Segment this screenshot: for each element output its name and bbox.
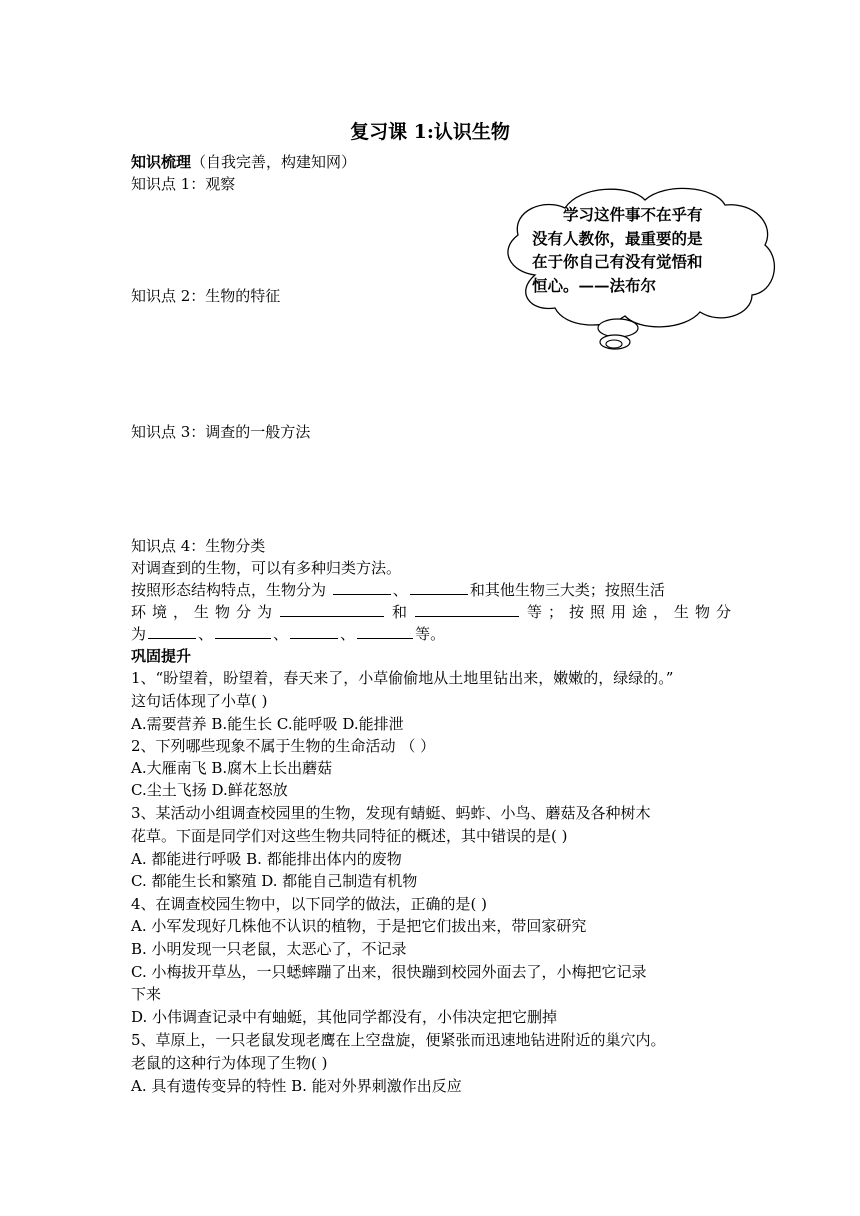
quote-line: 在于你自己有没有觉悟和 (532, 252, 703, 271)
blank-line[interactable] (410, 579, 468, 595)
question-4-option-b: B. 小明发现一只老鼠，太恶心了，不记录 (131, 940, 407, 958)
text: 环境，生物分为 (131, 603, 278, 621)
text: 和 (385, 603, 413, 621)
quote-line: 没有人教你，最重要的是 (532, 228, 703, 248)
text: 为 (131, 625, 147, 643)
text: 等。 (415, 625, 446, 643)
text: 和其他生物三大类；按照生活 (469, 581, 665, 599)
text: 、 (340, 625, 356, 643)
knowledge-point-4: 知识点 4：生物分类 (131, 537, 266, 555)
question-1-line-2: 这句话体现了小草( ) (131, 692, 268, 710)
question-3-line-1: 3、某活动小组调查校园里的生物，发现有蜻蜓、蚂蚱、小鸟、蘑菇及各种树木 (131, 804, 651, 822)
knowledge-point-1: 知识点 1：观察 (131, 175, 236, 193)
section-heading (131, 151, 356, 173)
question-5-line-1: 5、草原上，一只老鼠发现老鹰在上空盘旋，便紧张而迅速地钻进附近的巢穴内。 (131, 1031, 666, 1049)
kp4-intro: 对调查到的生物，可以有多种归类方法。 (131, 559, 402, 577)
question-3-options-ab: A. 都能进行呼吸 B. 都能排出体内的废物 (131, 850, 402, 868)
kp4-fill-line-2 (131, 601, 731, 623)
text: 、 (273, 625, 289, 643)
kp4-fill-line-1 (131, 579, 665, 601)
section-heading-bold: 知识梳理 (131, 153, 192, 171)
text: 、 (198, 625, 214, 643)
question-4-option-d: D. 小伟调查记录中有蚰蜓，其他同学都没有，小伟决定把它删掉 (131, 1008, 558, 1026)
blank-line[interactable] (148, 623, 196, 639)
blank-line[interactable] (215, 623, 271, 639)
blank-line[interactable] (357, 623, 413, 639)
section-heading-note: （自我完善，构建知网） (191, 153, 357, 171)
question-5-options: A. 具有遗传变异的特性 B. 能对外界刺激作出反应 (131, 1077, 462, 1095)
question-2-options-ab: A.大雁南飞 B.腐木上长出蘑菇 (131, 759, 333, 777)
question-1-options: A.需要营养 B.能生长 C.能呼吸 D.能排泄 (131, 715, 404, 733)
blank-line[interactable] (290, 623, 338, 639)
blank-line[interactable] (415, 601, 519, 617)
question-3-line-2: 花草。下面是同学们对这些生物共同特征的概述，其中错误的是( ) (131, 827, 568, 845)
quote-text (532, 203, 762, 297)
question-4-option-c-line-1: C. 小梅拔开草丛，一只蟋蟀蹦了出来，很快蹦到校园外面去了，小梅把它记录 (131, 963, 647, 981)
text: 、 (392, 581, 408, 599)
knowledge-point-2: 知识点 2：生物的特征 (131, 287, 281, 305)
kp4-fill-line-3 (131, 623, 445, 645)
question-4-option-a: A. 小军发现好几株他不认识的植物，于是把它们拔出来，带回家研究 (131, 917, 587, 935)
blank-line[interactable] (280, 601, 384, 617)
question-3-options-cd: C. 都能生长和繁殖 D. 都能自己制造有机物 (131, 872, 418, 890)
quote-line: 恒心。——法布尔 (532, 275, 657, 295)
text: 按照形态结构特点，生物分为 (131, 581, 327, 599)
consolidate-heading: 巩固提升 (131, 647, 192, 665)
text: 等；按照用途，生物分 (520, 603, 731, 621)
knowledge-point-3: 知识点 3：调查的一般方法 (131, 423, 311, 441)
quote-line: 学习这件事不在乎有 (563, 205, 703, 224)
question-2-options-cd: C.尘土飞扬 D.鲜花怒放 (131, 781, 288, 799)
page-title: 复习课 1:认识生物 (350, 121, 510, 143)
question-1-line-1: 1、“盼望着，盼望着，春天来了，小草偷偷地从土地里钻出来，嫩嫩的，绿绿的。” (131, 669, 674, 687)
blank-line[interactable] (333, 579, 391, 595)
question-4-option-c-line-2: 下来 (131, 985, 162, 1003)
question-4: 4、在调查校园生物中，以下同学的做法，正确的是( ) (131, 895, 488, 913)
question-2: 2、下列哪些现象不属于生物的生命活动 （ ） (131, 737, 436, 755)
question-5-line-2: 老鼠的这种行为体现了生物( ) (131, 1054, 328, 1072)
